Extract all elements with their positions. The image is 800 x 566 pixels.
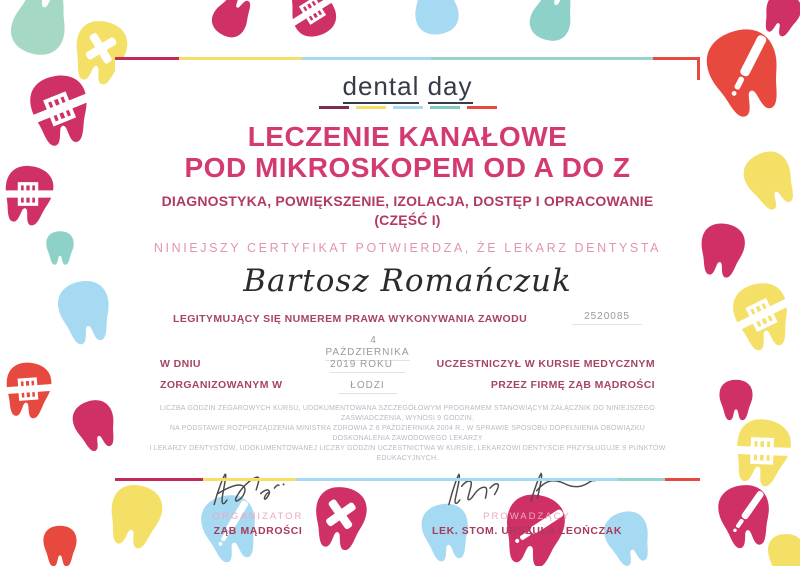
certificate-title: [115, 121, 700, 183]
legal-line-2: NA PODSTAWIE ROZPORZĄDZENIA MINISTRA ZDROWIA Z 6 PAŹDZIERNIKA 2004 R., W SPRAWIE SPOSOBU DOPEŁNIENIA OBOWIĄZKU DOSKONALENIA ZAWODOWEGO LEKARZY: [169, 425, 646, 442]
border-segment: [302, 57, 431, 60]
signature-right-name: LEK. STOM. URSZULA LEOŃCZAK: [431, 525, 622, 537]
border-segment: [115, 57, 179, 60]
border-segment: [431, 57, 653, 60]
legal-line-3: I LEKARZY DENTYSTÓW, UDOKUMENTOWANEJ LICZBY GODZIN UCZESTNICTWA W KURSIE, LEKARZOWI DENTYŚCIE PRZYSŁUGUJE 9 PUNKTÓW EDUKACYJNYCH.: [149, 445, 666, 462]
date-label: W DNIU: [160, 358, 201, 370]
participation-text: UCZESTNICZYŁ W KURSIE MEDYCZNYM: [436, 358, 655, 370]
legal-disclaimer: [115, 404, 700, 464]
confirmation-line: NINIEJSZY CERTYFIKAT POTWIERDZA, ŻE LEKARZ DENTYSTA: [153, 241, 662, 255]
organizer-text: PRZEZ FIRMĘ ZĄB MĄDROŚCI: [490, 379, 655, 391]
tooth-braces-icon: [717, 271, 800, 361]
border-segment: [179, 57, 302, 60]
tooth-braces-icon: [274, 0, 351, 48]
signature-left-name: ZĄB MĄDROŚCI: [213, 525, 303, 537]
border-top: [115, 57, 700, 60]
license-number: 2520085: [572, 311, 642, 325]
license-row: [115, 311, 700, 325]
legal-line-1: LICZBA GODZIN ZEGAROWYCH KURSU, UDOKUMENTOWANA SZCZEGÓŁOWYM PROGRAMEM STANOWIĄCYM ZAŁĄCZNIK DO NINIEJSZEGO ZAŚWIADCZENIA, WYNOSI 9 GODZIN.: [159, 405, 656, 422]
logo-underline-segment: [467, 106, 497, 109]
subtitle-line-2: (CZĘŚĆ I): [374, 212, 441, 228]
location-label: ZORGANIZOWANYM W: [160, 379, 283, 391]
location-row: [115, 379, 700, 391]
border-corner-stub: [697, 60, 700, 80]
logo-text: [115, 71, 700, 102]
tooth-icon: [41, 229, 79, 267]
border-segment: [618, 478, 665, 481]
border-segment: [203, 478, 297, 481]
subtitle-line-1: DIAGNOSTYKA, POWIĘKSZENIE, IZOLACJA, DOSTĘP I OPRACOWANIE: [161, 193, 654, 209]
signatures: [115, 464, 700, 537]
signature-right-role: PROWADZĄCY: [483, 511, 571, 522]
title-line-2: POD MIKROSKOPEM OD A DO Z: [184, 152, 631, 183]
tooth-icon: [517, 0, 588, 51]
signature-left-role: ORGANIZATOR: [212, 511, 304, 522]
certificate-subtitle: [115, 192, 700, 230]
recipient-name: Bartosz Romańczuk: [243, 263, 572, 299]
border-segment: [665, 478, 700, 481]
border-segment: [296, 478, 618, 481]
course-details: [115, 311, 700, 391]
signature-left-scribble: [203, 468, 313, 510]
logo-underline-segment: [356, 106, 386, 109]
signature-right-scribble: [439, 468, 614, 510]
location-value: ŁODZI: [338, 380, 396, 394]
border-segment: [653, 57, 700, 60]
tooth-icon: [199, 0, 265, 49]
logo-word-dental: dental: [343, 71, 420, 104]
tooth-braces-icon: [0, 156, 67, 234]
tooth-icon: [402, 0, 470, 42]
certificate-panel: [115, 57, 700, 537]
tooth-icon: [761, 531, 800, 566]
border-bottom: [115, 478, 700, 481]
date-row: [115, 334, 700, 370]
title-line-1: LECZENIE KANAŁOWE: [247, 121, 568, 152]
tooth-icon: [37, 523, 83, 566]
logo-underline-segment: [393, 106, 423, 109]
logo-underline-segment: [319, 106, 349, 109]
license-label: LEGITYMUJĄCY SIĘ NUMEREM PRAWA WYKONYWANIA ZAWODU: [173, 313, 528, 325]
dental-day-logo: [115, 71, 700, 109]
tooth-braces-icon: [15, 65, 105, 155]
tooth-icon: [727, 137, 800, 222]
logo-underline-segments: [115, 106, 700, 109]
border-segment: [115, 478, 203, 481]
logo-word-day: day: [428, 71, 473, 104]
date-value: 4 PAŹDZIERNIKA 2019 ROKU: [325, 335, 409, 373]
tooth-braces-icon: [0, 355, 63, 425]
logo-underline-segment: [430, 106, 460, 109]
